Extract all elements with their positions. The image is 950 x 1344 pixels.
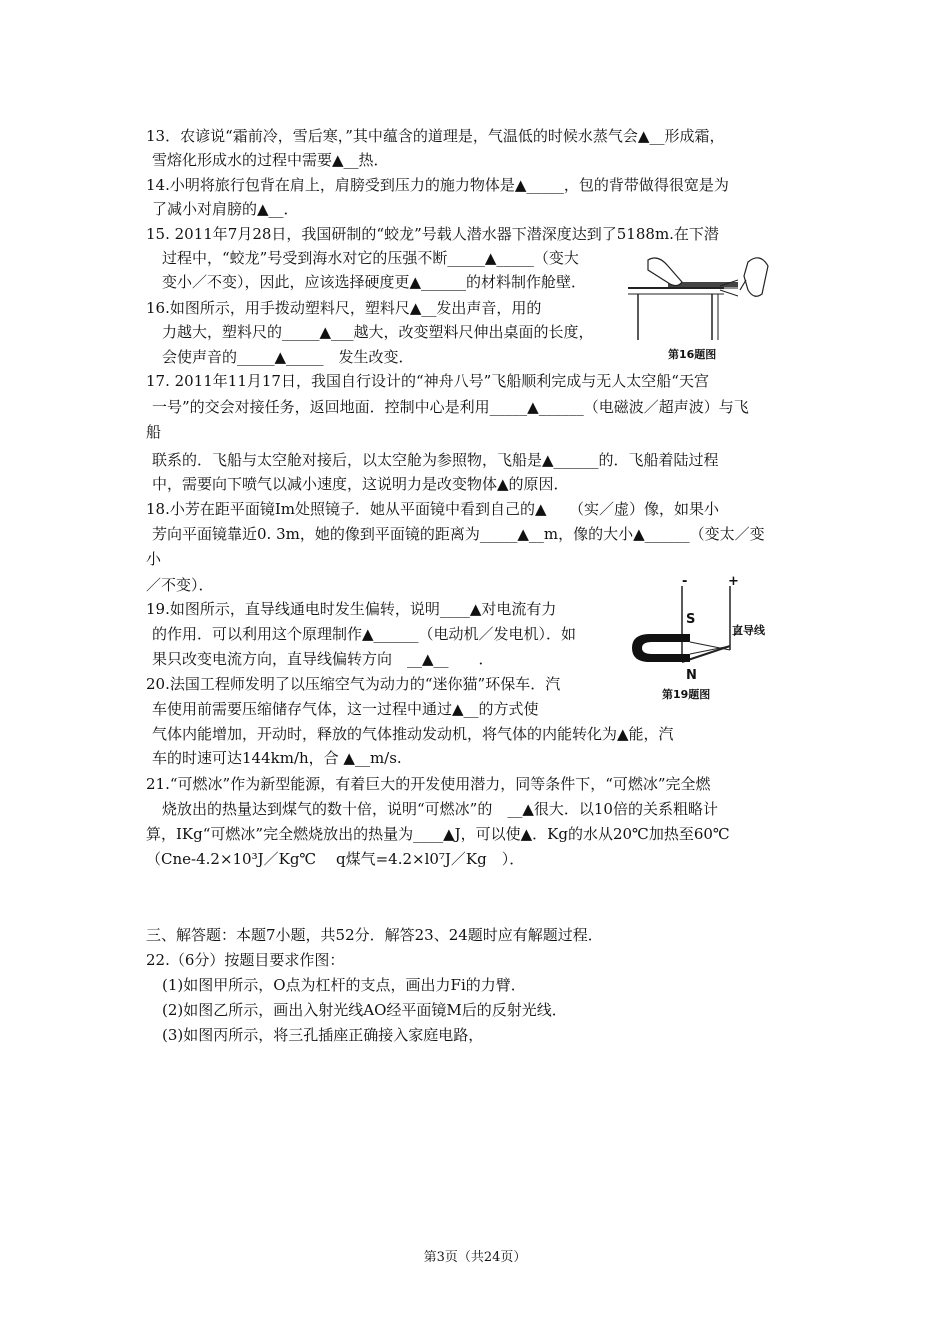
q21-line4: （Cne-4.2×10³J／Kg℃ q煤气=4.2×l0⁷J／Kg ）．: [146, 850, 525, 868]
q17-line2: 一号”的交会对接任务，返回地面．控制中心是利用_____▲______（电磁波／超声波）与飞: [152, 398, 749, 416]
fig19-n-label: N: [686, 668, 697, 683]
q13-line2: 雪熔化形成水的过程中需要▲__热．: [152, 151, 389, 169]
fig19-plus-label: +: [728, 574, 739, 589]
q21-line1: 21.“可燃冰”作为新型能源，有着巨大的开发使用潜力，同等条件下，“可燃冰”完全燃: [146, 775, 711, 793]
page-footer: 第3页（共24页）: [423, 1250, 527, 1265]
q19-line3: 果只改变电流方向，直导线偏转方向 __▲__ ．: [152, 650, 494, 668]
q22-title: 22.（6分）按题目要求作图：: [146, 951, 345, 969]
q13-line1: 13．农谚说“霜前冷，雪后寒，”其中蕴含的道理是，气温低的时候水蒸气会▲__形成霜，: [146, 127, 725, 145]
q16-line2: 力越大，塑料尺的_____▲___越大，改变塑料尺伸出桌面的长度，: [162, 323, 594, 341]
q20-line3: 气体内能增加，开动时，释放的气体推动发动机，将气体的内能转化为▲能，汽: [152, 725, 674, 743]
fig19-minus-label: -: [682, 574, 688, 589]
q21-line3: 算，IKg“可燃冰”完全燃烧放出的热量为____▲J，可以使▲．Kg的水从20℃加热至60℃: [146, 825, 730, 843]
q22-item-2: (2)如图乙所示，画出入射光线AO经平面镜M后的反射光线．: [162, 1001, 567, 1019]
q20-line2: 车使用前需要压缩储存气体，这一过程中通过▲__的方式使: [152, 700, 539, 718]
figure-19-caption: 第19题图: [662, 688, 711, 701]
q14-line2: 了减小对肩膀的▲__．: [152, 200, 299, 218]
q15-line3: 变小／不变），因此，应该选择硬度更▲______的材料制作舱壁．: [162, 273, 587, 291]
fig19-s-label: S: [686, 612, 696, 627]
q15-line1: 15. 2011年7月28日，我国研制的“蛟龙”号载人潜水器下潜深度达到了5188m.在下潜: [146, 225, 719, 243]
q17-line5: 中，需要向下喷气以减小速度，这说明力是改变物体▲的原因．: [152, 475, 569, 493]
q22-item-3: (3)如图丙所示，将三孔插座正确接入家庭电路，: [162, 1026, 484, 1044]
q19-line2: 的作用．可以利用这个原理制作▲______（电动机／发电机）．如: [152, 625, 577, 643]
figure-19: [630, 570, 780, 702]
q18-line2: 芳向平面镜靠近0. 3m，她的像到平面镜的距离为_____▲__m，像的大小▲______（变太／变: [152, 525, 765, 543]
q20-line1: 20.法国工程师发明了以压缩空气为动力的“迷你猫”环保车．汽: [146, 675, 561, 693]
q18-line4: ／不变）．: [146, 576, 214, 594]
q16-line3: 会使声音的_____▲_____ 发生改变．: [162, 348, 414, 366]
q15-line2: 过程中，“蛟龙”号受到海水对它的压强不断_____▲_____（变大: [162, 249, 579, 267]
q18-line3: 小: [146, 550, 162, 568]
q22-item-1: (1)如图甲所示，O点为杠杆的支点，画出力Fi的力臂．: [162, 976, 526, 994]
q14-line1: 14.小明将旅行包背在肩上，肩膀受到压力的施力物体是▲_____，包的背带做得很宽是为: [146, 176, 729, 194]
q16-line1: 16.如图所示，用手拨动塑料尺，塑料尺▲__发出声音，用的: [146, 299, 542, 317]
q19-line1: 19.如图所示，直导线通电时发生偏转，说明____▲对电流有力: [146, 600, 557, 618]
q18-line1: 18.小芳在距平面镜Im处照镜子．她从平面镜中看到自己的▲ （实／虚）像，如果小: [146, 500, 720, 518]
section3-heading: 三、解答题：本题7小题，共52分．解答23、24题时应有解题过程．: [146, 926, 603, 944]
figure-16-caption: 第16题图: [668, 348, 717, 361]
q17-line4: 联系的．飞船与太空舱对接后，以太空舱为参照物，飞船是▲______的．飞船着陆过程: [152, 451, 719, 469]
figure-16: [628, 252, 778, 362]
q17-line1: 17. 2011年11月17日，我国自行设计的“神舟八号”飞船顺利完成与无人太空船“天宫: [146, 372, 709, 390]
q20-line4: 车的时速可达144km/h，合 ▲__m/s.: [152, 749, 402, 767]
q17-line3: 船: [146, 423, 162, 441]
q21-line2: 烧放出的热量达到煤气的数十倍，说明“可燃冰”的 __▲很大．以10倍的关系粗略计: [162, 800, 718, 818]
ruler-on-table-illustration: [628, 252, 778, 342]
fig19-wire-label: 直导线: [732, 624, 765, 637]
